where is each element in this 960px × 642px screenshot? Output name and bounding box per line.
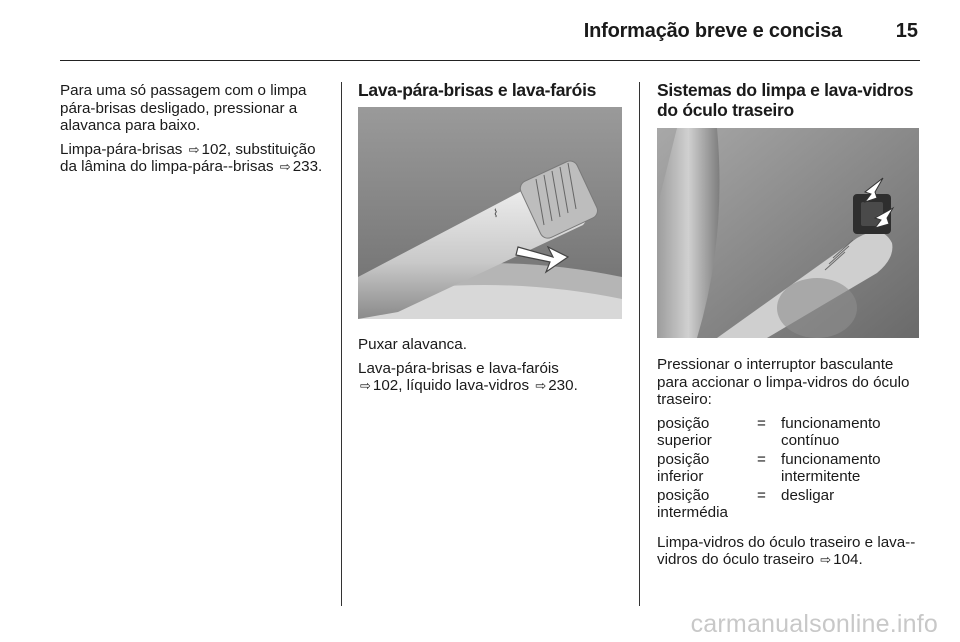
- definition-equals: =: [757, 450, 766, 468]
- definition-row: [657, 415, 919, 450]
- definition-value: desligar: [781, 486, 835, 504]
- watermark: carmanualsonline.info: [690, 610, 938, 638]
- page-ref-arrow-icon: ⇨: [535, 378, 547, 393]
- column-3-body: [657, 356, 927, 575]
- heading-washer-headlamp: Lava-pára-brisas e lava-faróis: [358, 80, 597, 100]
- ref-page[interactable]: 102,: [201, 140, 232, 158]
- column-3: [657, 80, 927, 120]
- page-ref-arrow-icon: ⇨: [360, 378, 371, 393]
- definition-row: [657, 487, 919, 522]
- caption-rear-wiper: Pressionar o interruptor basculante para accionar o limpa-vidros do óculo traseiro:: [657, 356, 910, 408]
- definition-value: funcionamento contínuo: [781, 414, 881, 449]
- ref-page[interactable]: 230.: [548, 377, 578, 394]
- definition-term: posição superior: [657, 414, 712, 449]
- page-header: [0, 0, 960, 62]
- cross-reference: [657, 534, 927, 569]
- cross-reference: [60, 141, 332, 176]
- ref-text: Limpa-pára-brisas: [60, 140, 183, 158]
- page-ref-arrow-icon: ⇨: [279, 159, 291, 174]
- definition-term: posição inferior: [657, 450, 710, 485]
- definition-equals: =: [757, 414, 766, 432]
- section-title: Informação breve e concisa: [583, 20, 842, 42]
- ref-page[interactable]: 104.: [833, 551, 863, 568]
- column-1: [60, 82, 332, 182]
- page-ref-arrow-icon: ⇨: [820, 552, 832, 567]
- ref-page[interactable]: 233.: [292, 158, 323, 175]
- page-number: 15: [895, 20, 918, 42]
- ref-text: substituição da lâmina do limpa-pára--brisas: [60, 140, 316, 175]
- caption-pull-lever: Puxar alavanca.: [358, 336, 467, 353]
- column-2: [358, 80, 630, 100]
- rear-wiper-switch-illustration: [657, 128, 919, 338]
- definition-row: [657, 451, 919, 486]
- figure-wiper-lever-pull: [358, 107, 622, 319]
- wiper-lever-illustration: [358, 107, 622, 319]
- column-2-body: [358, 336, 630, 401]
- ref-page[interactable]: 102, líquido lava-vidros: [372, 377, 530, 394]
- definition-term: posição intermédia: [657, 486, 728, 521]
- ref-text: Lava-pára-brisas e lava-faróis: [358, 359, 559, 377]
- figure-rear-wiper-switch: [657, 128, 919, 338]
- column-divider-2: [639, 82, 640, 606]
- cross-reference: [358, 360, 630, 395]
- column-divider-1: [341, 82, 342, 606]
- header-rule: [60, 60, 920, 61]
- page-ref-arrow-icon: ⇨: [188, 141, 200, 157]
- ref-text: Limpa-vidros do óculo traseiro e lava--vidros do óculo traseiro: [657, 533, 916, 568]
- definition-value: funcionamento intermitente: [781, 450, 881, 485]
- definition-equals: =: [757, 486, 766, 504]
- paragraph-single-wipe: Para uma só passagem com o limpa pára-brisas desligado, pressionar a alavanca para baixo.: [60, 82, 307, 134]
- switch-position-list: [657, 415, 919, 522]
- svg-text:⌇: ⌇: [493, 207, 499, 220]
- heading-rear-wiper: Sistemas do limpa e lava-vidros do óculo traseiro: [657, 80, 914, 120]
